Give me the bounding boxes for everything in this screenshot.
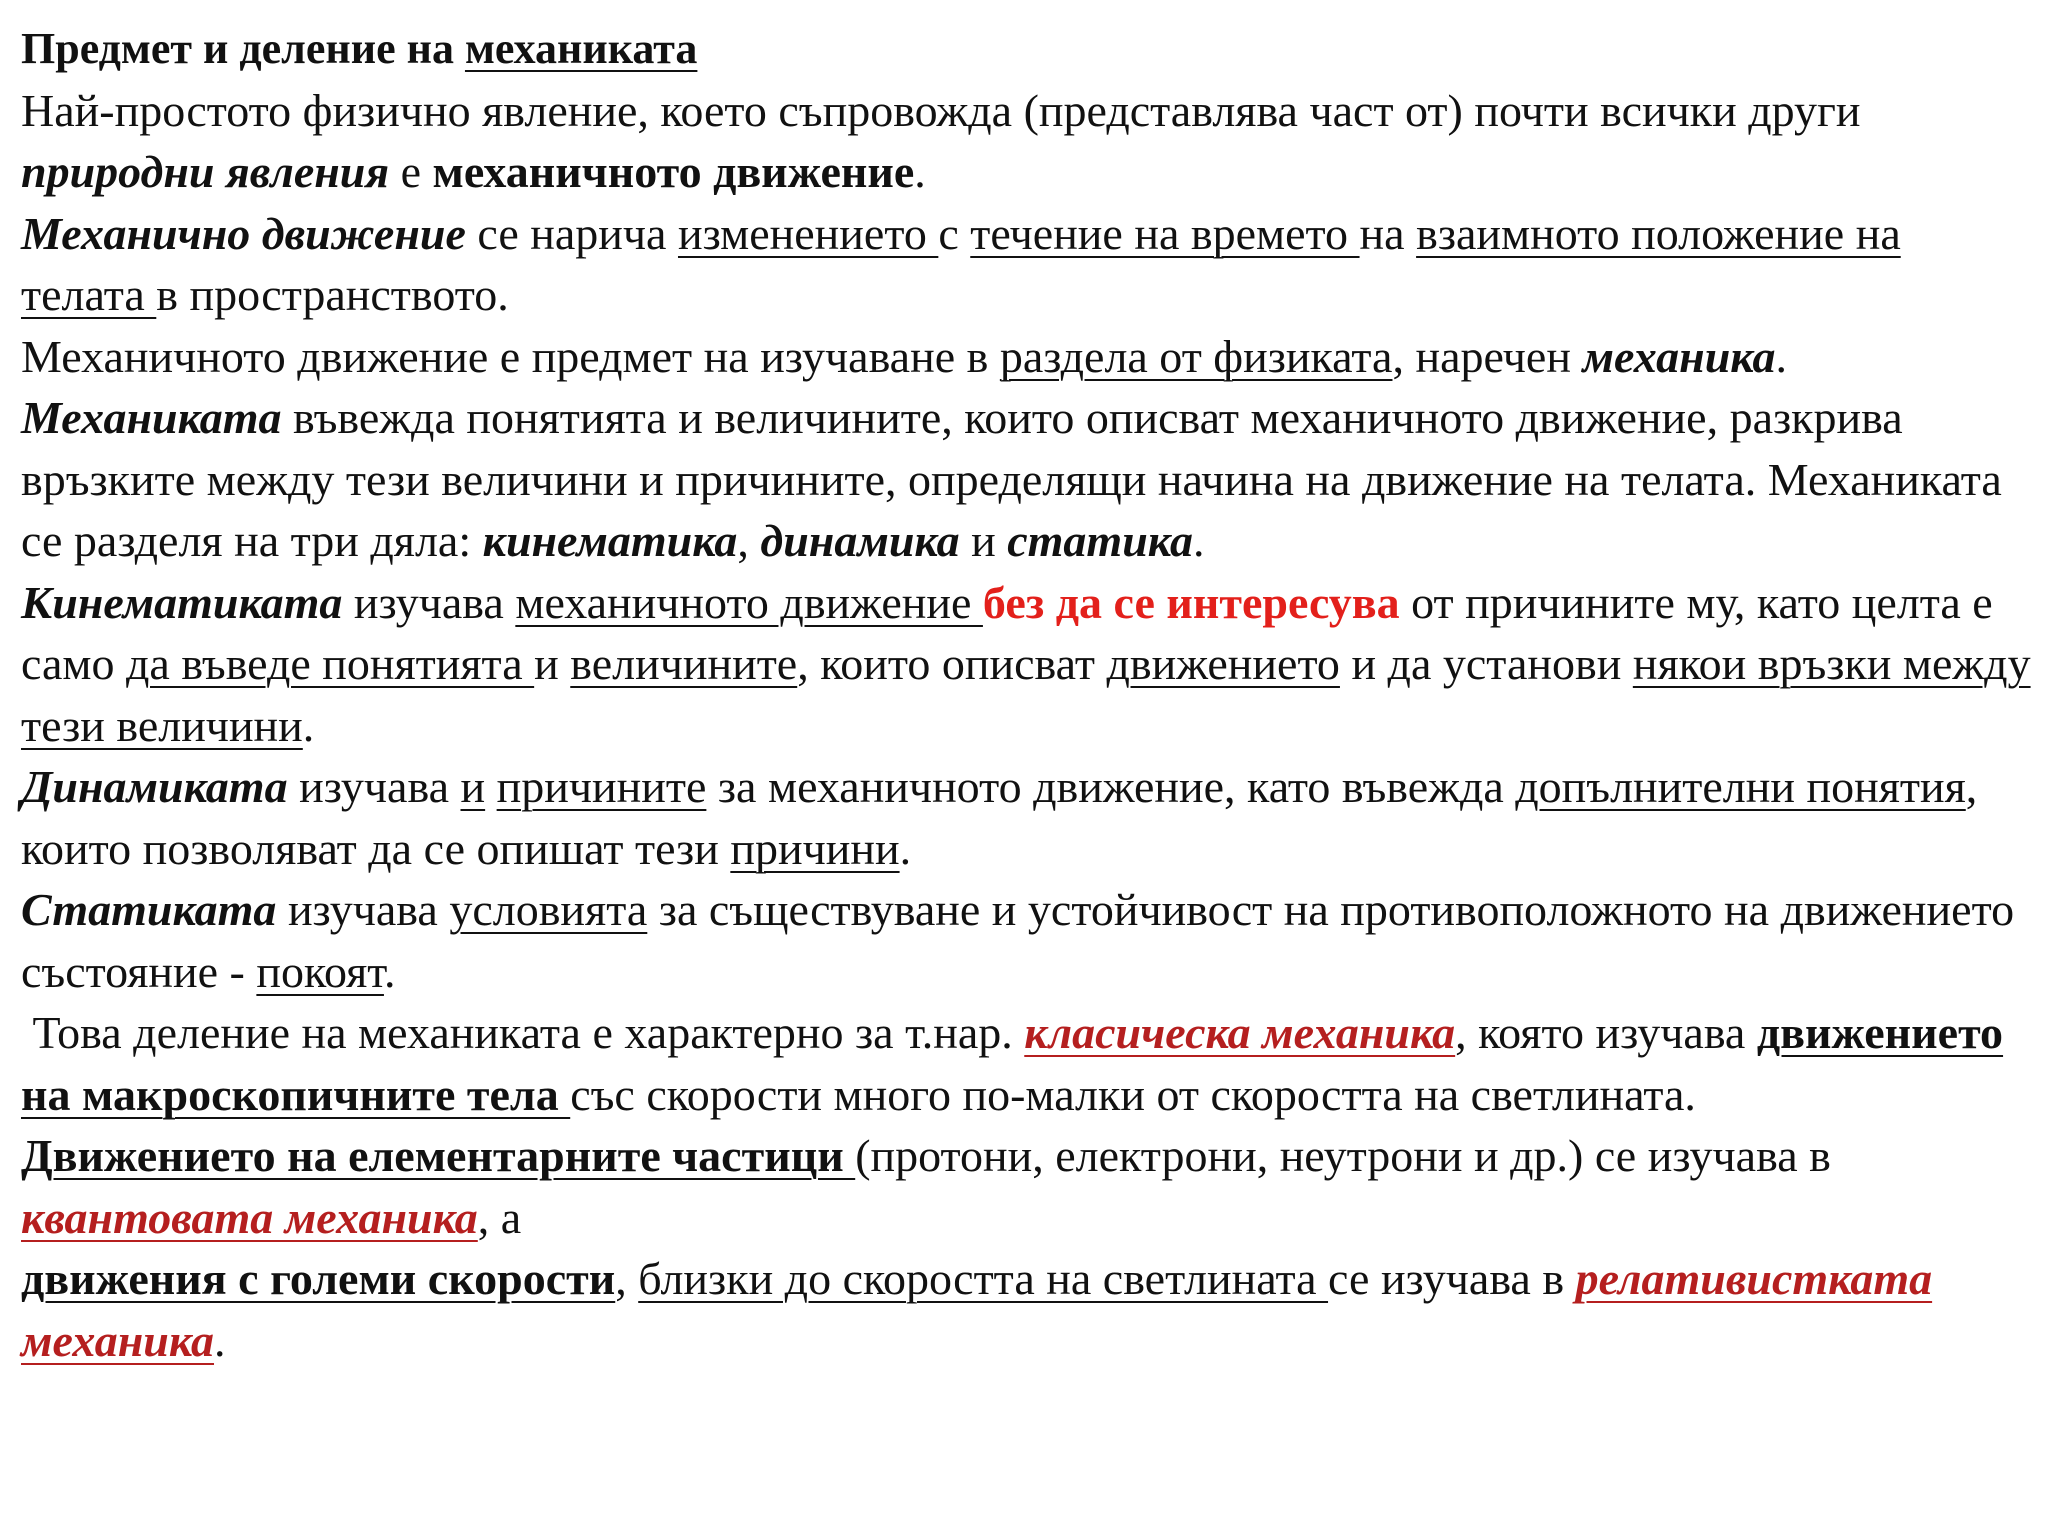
term-elementary-particles: Движението на елементарните частици xyxy=(21,1130,856,1181)
highlight-red: без да се интересува xyxy=(982,576,1400,628)
term-quantum-mechanics: квантовата механика xyxy=(21,1191,478,1243)
term-high-speeds: движения с големи скорости xyxy=(21,1253,616,1304)
term-macroscopic-bodies: движението на макроскопичните тела xyxy=(21,1007,2004,1120)
paragraph-mechanics: Механиката въвежда понятията и величините, които описват механичното движение, разкрива връзките между тези величини и причините, определящи начина на движение на телата. Механиката се разделя на три дяла: кинематика, динамика и статика. xyxy=(21,392,2002,566)
term-mechanical-motion: механичното движение xyxy=(432,146,915,197)
paragraph-kinematics: Кинематиката изучава механичното движение без да се интересува от причините му, като целта е само да въведе понятията и величините, които описват движението и да установи някои връзки между тези величини. xyxy=(21,576,2031,751)
term-dynamics: динамика xyxy=(760,515,960,566)
title-underlined-word: механиката xyxy=(464,24,698,73)
term-mechanical-motion-def: Механично движение xyxy=(21,207,466,259)
term-mechanics: механика xyxy=(1582,330,1776,382)
term-kinematics: кинематика xyxy=(482,515,738,566)
term-relativistic-mechanics: релативистката механика xyxy=(21,1253,1933,1366)
term-natural-phenomena: природни явления xyxy=(21,146,390,197)
term-statics: статика xyxy=(1007,515,1193,566)
paragraph-statics: Статиката изучава условията за съществуване и устойчивост на противоположното на движението състояние - покоят. xyxy=(21,884,2015,997)
paragraph-classical: Това деление на механиката е характерно за т.нар. класическа механика, която изучава движението на макроскопичните тела със скорости много по-малки от скоростта на светлината. xyxy=(21,1007,2004,1120)
paragraph-dynamics: Динамиката изучава и причините за механичното движение, като въвежда допълнителни понятия, които позволяват да се опишат тези причини. xyxy=(21,761,1978,874)
paragraph-intro: Най-простото физично явление, което съпровожда (представлява част от) почти всички други природни явления е механичното движение. xyxy=(21,84,1861,197)
paragraph-definition: Механично движение се нарича изменението с течение на времето на взаимното положение на телата в пространството. xyxy=(21,207,1901,320)
page-title: Предмет и деление на механиката xyxy=(21,24,698,73)
paragraph-quantum: Движението на елементарните частици (протони, електрони, неутрони и др.) се изучава в квантовата механика, а xyxy=(21,1130,1831,1243)
paragraph-relativistic: движения с големи скорости, близки до скоростта на светлината се изучава в релативистката механика. xyxy=(21,1253,1933,1366)
paragraph-subject: Механичното движение е предмет на изучаване в раздела от физиката, наречен механика. xyxy=(21,330,1787,382)
term-classical-mechanics: класическа механика xyxy=(1024,1007,1456,1058)
document-body xyxy=(21,18,2031,1371)
